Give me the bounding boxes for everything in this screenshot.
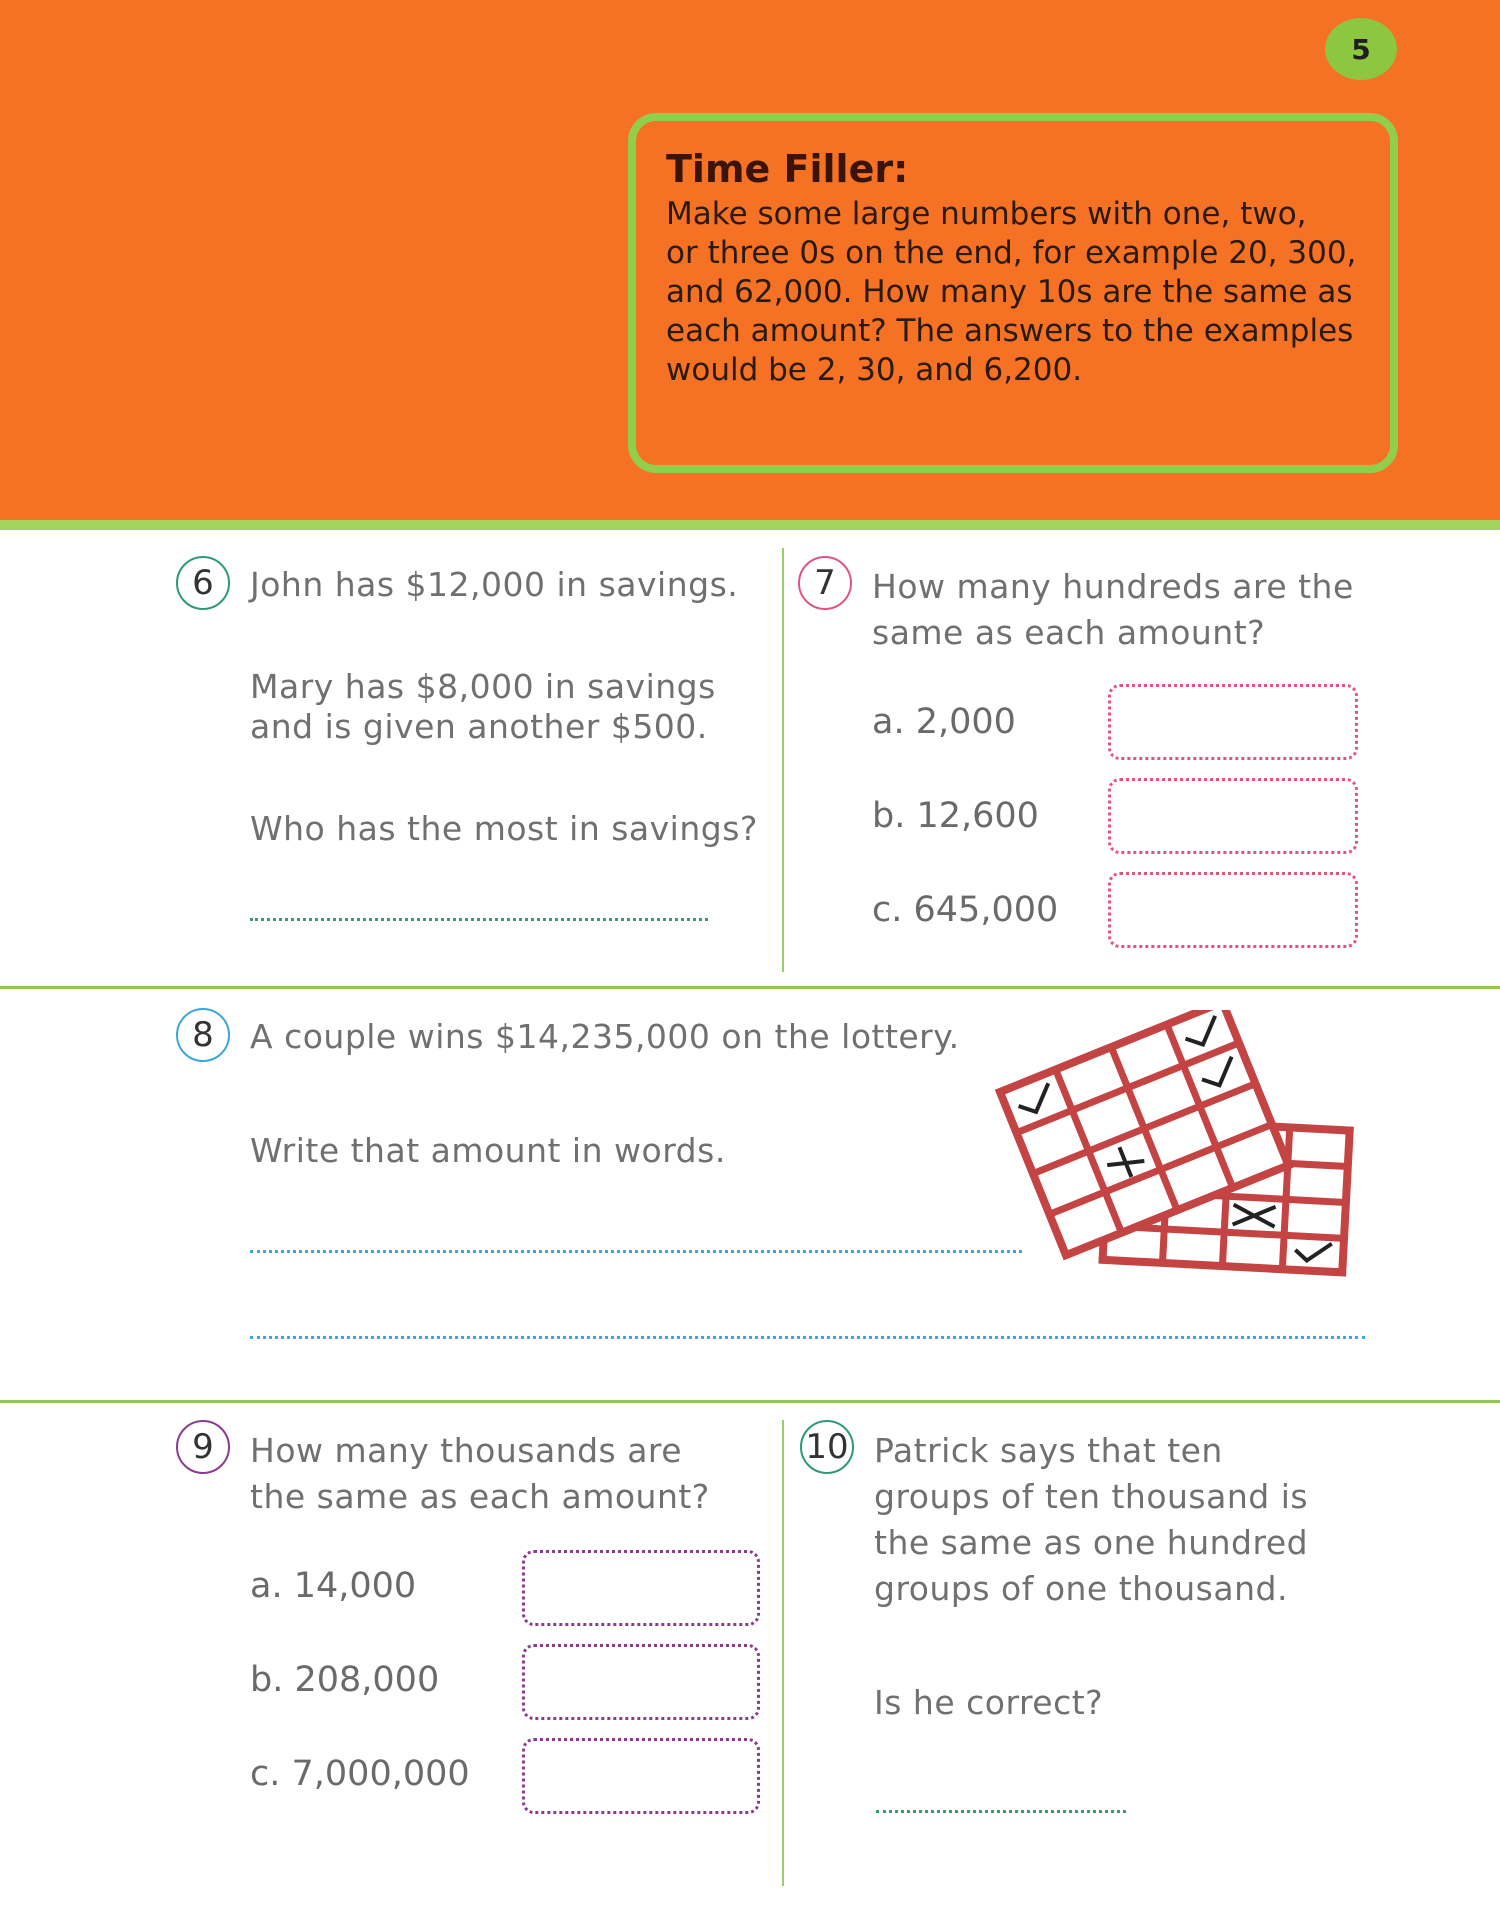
q10-text: Patrick says that ten [874,1431,1223,1470]
q9-text: the same as each amount? [250,1477,710,1516]
section-divider [0,1400,1500,1403]
q9-answer-box-a[interactable] [522,1550,760,1626]
q7-item-b [872,796,1039,836]
q7-answer-box-c[interactable] [1108,872,1358,948]
q7-item-letter: b. [872,796,906,836]
q7-text: How many hundreds are the [872,567,1354,606]
q7-answer-box-a[interactable] [1108,684,1358,760]
q9-answer-box-c[interactable] [522,1738,760,1814]
q6-text: and is given another $500. [250,707,708,746]
page-number: 5 [1325,18,1397,80]
q7-item-letter: a. [872,702,905,742]
q7-item-value: 12,600 [916,796,1039,836]
time-filler-line: and 62,000. How many 10s are the same as [666,274,1353,310]
q6-text: John has $12,000 in savings. [250,565,739,604]
column-divider [782,548,784,972]
q10-answer-line[interactable] [876,1810,1126,1813]
q10-text: groups of ten thousand is [874,1477,1309,1516]
q7-item-letter: c. [872,890,903,930]
q10-text: the same as one hundred [874,1523,1309,1562]
q8-answer-line[interactable] [250,1250,1022,1253]
q9-item-letter: c. [250,1754,281,1794]
time-filler-line: each amount? The answers to the examples [666,313,1354,349]
q9-text: How many thousands are [250,1431,683,1470]
q6-answer-line[interactable] [250,918,708,921]
section-divider [0,986,1500,989]
q10-text: groups of one thousand. [874,1569,1288,1608]
q7-item-value: 2,000 [915,702,1016,742]
q6-text: Mary has $8,000 in savings [250,667,716,706]
q9-item-letter: b. [250,1660,284,1700]
q9-item-value: 14,000 [293,1566,417,1606]
q7-item-value: 645,000 [913,890,1059,930]
column-divider [782,1420,784,1886]
time-filler-box [628,113,1398,473]
q7-answer-box-b[interactable] [1108,778,1358,854]
time-filler-text [666,195,1360,390]
q8-answer-line[interactable] [250,1336,1365,1339]
question-10-number: 10 [800,1420,854,1474]
q7-item-c [872,890,1058,930]
time-filler-title: Time Filler: [666,147,909,191]
q6-question: Who has the most in savings? [250,809,758,848]
time-filler-line: would be 2, 30, and 6,200. [666,352,1083,388]
q9-item-value: 208,000 [294,1660,440,1700]
question-9-number: 9 [176,1420,230,1474]
q9-item-letter: a. [250,1566,283,1606]
q9-item-value: 7,000,000 [291,1754,470,1794]
q7-text: same as each amount? [872,613,1266,652]
q9-answer-box-b[interactable] [522,1644,760,1720]
question-8-number: 8 [176,1008,230,1062]
question-6-number: 6 [176,556,230,610]
q10-question: Is he correct? [874,1683,1104,1722]
q7-item-a [872,702,1016,742]
header-border [0,520,1500,530]
time-filler-line: Make some large numbers with one, two, [666,196,1307,232]
q8-text: A couple wins $14,235,000 on the lottery. [250,1017,960,1056]
time-filler-line: or three 0s on the end, for example 20, 300, [666,235,1357,271]
q9-item-a [250,1566,416,1606]
question-7-number: 7 [798,556,852,610]
q8-text: Write that amount in words. [250,1131,726,1170]
q9-item-b [250,1660,439,1700]
q9-item-c [250,1754,470,1794]
lottery-tickets-illustration [990,1010,1370,1280]
